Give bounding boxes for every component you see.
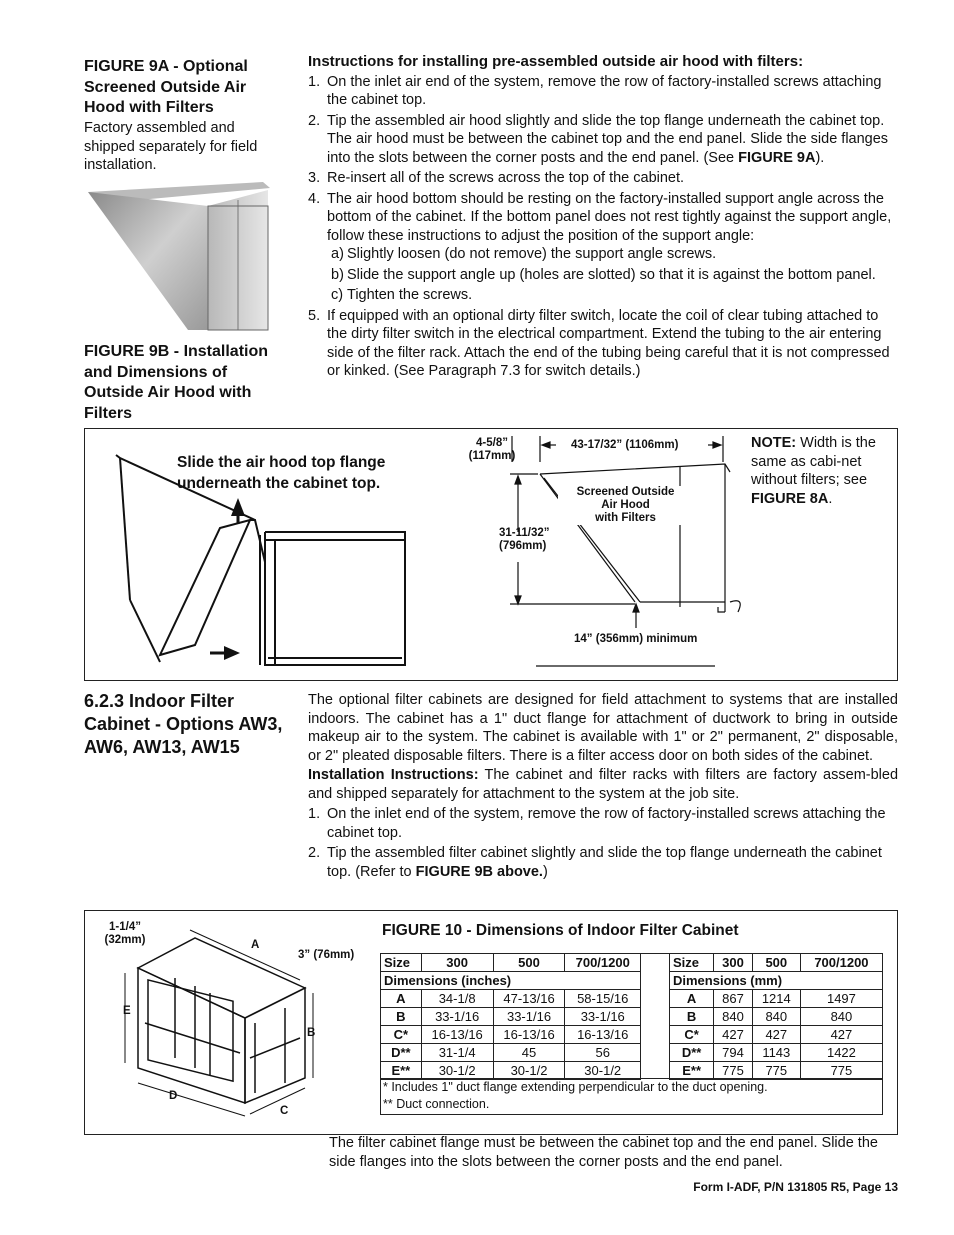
label-a: A — [251, 939, 260, 951]
substep-c: c) Tighten the screws. — [331, 287, 473, 303]
step-5: 5. If equipped with an optional dirty filter switch, locate the coil of clear tubing attached to the dirty filter switch in the electrical compartment. Extend the tubing to the air entering side of the filter rack. Attach the end of the tubing being careful that it is not compressed or kinked. (See Paragraph 7.3 for switch details.) — [308, 307, 890, 379]
mm-table: Size 300 500 700/1200 Dimensions (mm) A 867 1214 1497 B 840 840 840 C* 427 427 427 D** 794 1143 1422 E** 775 775 775 — [669, 953, 883, 1080]
footnote-1: * Includes 1" duct flange extending perpendicular to the duct opening. — [383, 1080, 768, 1094]
label-b: B — [307, 1027, 316, 1039]
closing-paragraph: The filter cabinet flange must be between the cabinet top and the end panel. Slide the side flanges into the slots between the corner posts and the end panel. — [329, 1135, 878, 1170]
figure-9a-title: FIGURE 9A - Optional Screened Outside Air Hood with Filters — [84, 58, 248, 116]
hood-instructions — [308, 53, 900, 383]
substep-a: a) Slightly loosen (do not remove) the support angle screws. — [331, 246, 717, 262]
figure-9b-title: FIGURE 9B - Installation and Dimensions of Outside Air Hood with Filters — [84, 343, 269, 422]
cabinet-step-2: 2. Tip the assembled filter cabinet slightly and slide the top flange underneath the cabinet top. (Refer to FIGURE 9B above.) — [308, 845, 882, 880]
installation-instructions: Installation Instructions: The cabinet and filter racks with filters are factory assem-bled and shipped separately for attachment to the system at the job site. — [308, 767, 899, 802]
figure-10-title: FIGURE 10 - Dimensions of Indoor Filter Cabinet — [382, 922, 739, 939]
step-4: 4. The air hood bottom should be resting on the factory-installed support angle across the bottom of the cabinet. If the bottom panel does not rest tightly against the support angle, follow these instructions to adjust the position of the support angle: a) Slightly loosen (do not remove) the support angle screws. b) Slide the support angle up (holes are slotted) so that it is against the bottom panel. c) Tighten the screws. — [308, 190, 900, 305]
table-footnotes — [381, 1078, 882, 1113]
step-2: 2. Tip the assembled air hood slightly and slide the top flange underneath the cabinet top. The air hood must be between the cabinet top and the end panel. Slide the side flanges into the slots between the corner posts and the end panel. (See FIGURE 9A). — [308, 112, 889, 166]
step-3: 3. Re-insert all of the screws across the top of the cabinet. — [308, 170, 685, 186]
label-e: E — [123, 1005, 131, 1017]
label-d: D — [169, 1090, 178, 1102]
dim-bottom: 14” (356mm) minimum — [574, 633, 698, 645]
figure-9a-description: Factory assembled and shipped separately for field installation. — [84, 120, 258, 173]
section-heading: 6.2.3 Indoor Filter Cabinet - Options AW3, AW6, AW13, AW15 — [84, 691, 283, 757]
figure-ref: FIGURE 9A — [738, 149, 816, 166]
hood-label: Screened Outside Air Hood with Filters — [558, 486, 693, 525]
substep-b: b) Slide the support angle up (holes are slotted) so that it is against the bottom panel. — [331, 266, 876, 283]
instructions-heading: Instructions for installing pre-assembled outside air hood with filters: — [308, 53, 804, 70]
footnote-2: ** Duct connection. — [383, 1097, 490, 1111]
inches-table: Size 300 500 700/1200 Dimensions (inches) A 34-1/8 47-13/16 58-15/16 B 33-1/16 33-1/16 33-1/16 C* 16-13/16 16-13/16 16-13/16 D** 31-1/4 45 56 E** 30-1/2 30-1/2 30-1/2 — [380, 953, 641, 1080]
cabinet-dim-right: 3” (76mm) — [298, 949, 355, 961]
hood-callout: Slide the air hood top flange underneath the cabinet top. — [177, 454, 386, 492]
section-body — [308, 691, 898, 883]
dim-top-wide: 43-17/32” (1106mm) — [571, 439, 679, 451]
page-footer: Form I-ADF, P/N 131805 R5, Page 13 — [693, 1180, 898, 1194]
step-1: 1. On the inlet air end of the system, remove the row of factory-installed screws attaching the cabinet top. — [308, 73, 882, 108]
air-hood-photo — [88, 180, 278, 334]
label-c: C — [280, 1105, 289, 1117]
dimension-tables — [380, 953, 883, 1115]
dim-top-small: 4-5/8” (117mm) — [468, 437, 516, 462]
width-note: NOTE: Width is the same as cabi-net without filters; see FIGURE 8A. — [751, 435, 876, 507]
cabinet-dim-top: 1-1/4” (32mm) — [104, 921, 146, 946]
cabinet-step-1: 1. On the inlet end of the system, remove the row of factory-installed screws attaching the cabinet top. — [308, 806, 886, 841]
section-paragraph: The optional filter cabinets are designed for field attachment to systems that are installed indoors. The cabinet has a 1" duct flange for attachment of ductwork to bring in outside makeup air to the system. The cabinet is available with 1" or 2" permanent, 2" disposable, or 2" pleated disposable filters. There is a filter access door on both sides of the cabinet. — [308, 692, 898, 764]
dim-height: 31-11/32” (796mm) — [499, 527, 550, 552]
